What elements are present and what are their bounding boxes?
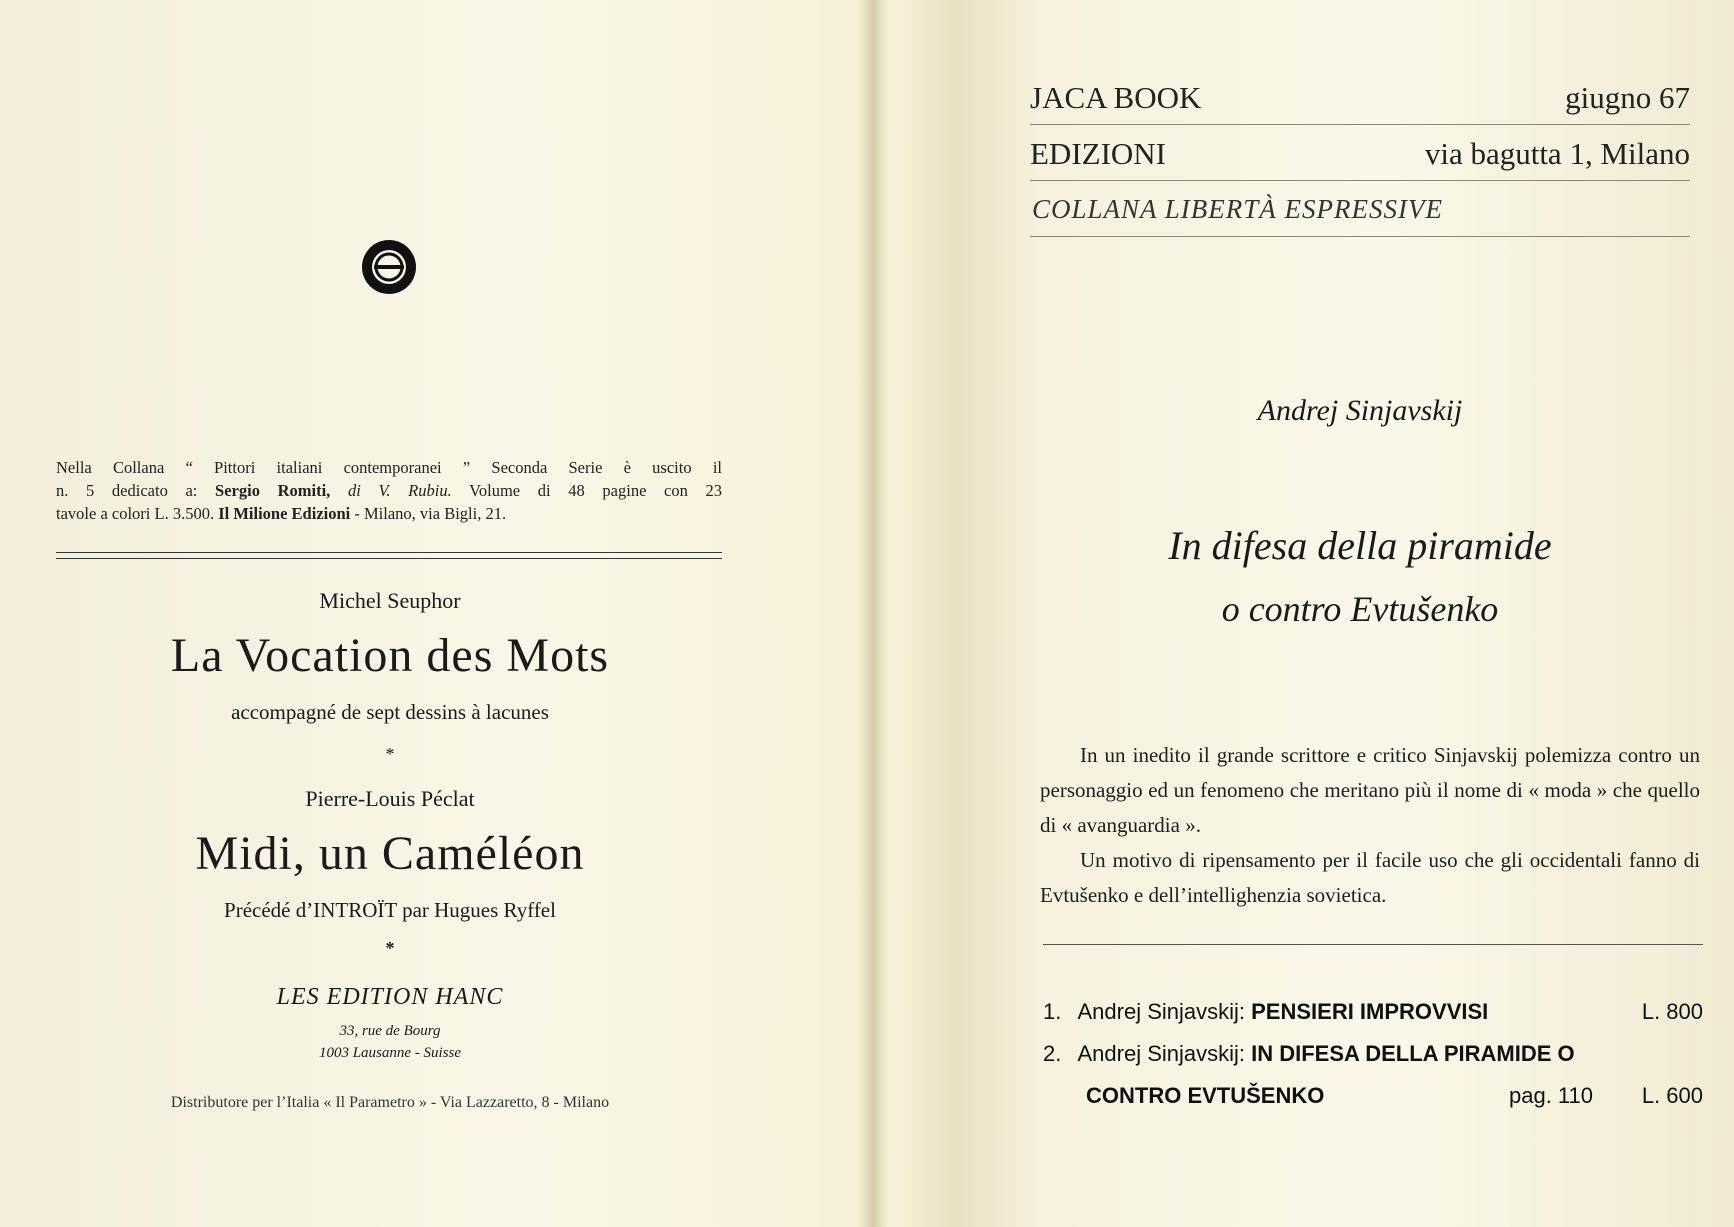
notice-publisher: Il Milione Edizioni [218,504,351,523]
double-rule-divider [56,552,722,559]
distributor-line: Distributore per l’Italia « Il Parametro » - Via Lazzaretto, 8 - Milano [170,1094,610,1111]
publisher-line-1: JACA BOOK [1030,80,1202,115]
separator-star-2: * [385,938,395,958]
header-rule-1 [1030,124,1690,125]
header-rule-2 [1030,180,1690,181]
header-row-2 [1030,136,1690,172]
book2-author: Pierre-Louis Péclat [305,786,475,811]
book2-subtitle: Précédé d’INTROÏT par Hugues Ryffel [224,898,556,922]
series-name: COLLANA LIBERTÀ ESPRESSIVE [1032,194,1443,224]
header-rule-3 [1030,236,1690,237]
book1-author: Michel Seuphor [319,588,461,613]
description-paragraph-2: Un motivo di ripensamento per il facile uso che gli occidentali fanno di Evtušenko e dell’intellighenzia sovietica. [1040,848,1700,907]
notice-line-2: n. 5 dedicato a: Sergio Romiti, di V. Rubiu. Volume di 48 pagine con 23 [56,481,723,500]
list-item: 2. Andrej Sinjavskij: IN DIFESA DELLA PIRAMIDE O [1043,1041,1575,1066]
publisher-address: via bagutta 1, Milano [1424,136,1690,171]
list-divider [1043,944,1703,945]
publisher-address-2: 1003 Lausanne - Suisse [318,1045,462,1061]
publisher-name: LES EDITION HANC [276,984,504,1010]
description-paragraph-1: In un inedito il grande scrittore e critico Sinjavskij polemizza contro un personaggio ed un fenomeno che meritano più il nome di « moda » che quello di « avanguardia ». [1040,743,1700,837]
description [1040,738,1700,913]
book-author: Andrej Sinjavskij [1257,394,1463,427]
separator-star-1: * [385,744,395,764]
book1-subtitle: accompagné de sept dessins à lacunes [231,700,549,724]
book1-title: La Vocation des Mots [170,629,610,682]
notice-line-3: tavole a colori L. 3.500. Il Milione Edizioni - Milano, via Bigli, 21. [56,504,507,523]
list-item: 1. Andrej Sinjavskij: PENSIERI IMPROVVISI L. 800 [1043,999,1703,1024]
issue-date: giugno 67 [1565,80,1690,115]
publisher-address-1: 33, rue de Bourg [339,1023,441,1039]
notice-subject: Sergio Romiti, [215,481,331,500]
notice-line-1: Nella Collana “ Pittori italiani contemporanei ” Seconda Serie è uscito il [56,458,722,477]
book-title-line-1: In difesa della piramide [1168,523,1552,568]
list-item-continued: CONTRO EVTUŠENKO pag. 110 L. 600 [1086,1083,1703,1108]
publisher-line-2: EDIZIONI [1030,136,1167,171]
book2-title: Midi, un Caméléon [195,827,585,880]
publisher-logo-icon [360,238,418,296]
header-row-1 [1030,80,1690,116]
collana-notice [56,456,722,525]
book-title-line-2: o contro Evtušenko [1221,589,1499,629]
